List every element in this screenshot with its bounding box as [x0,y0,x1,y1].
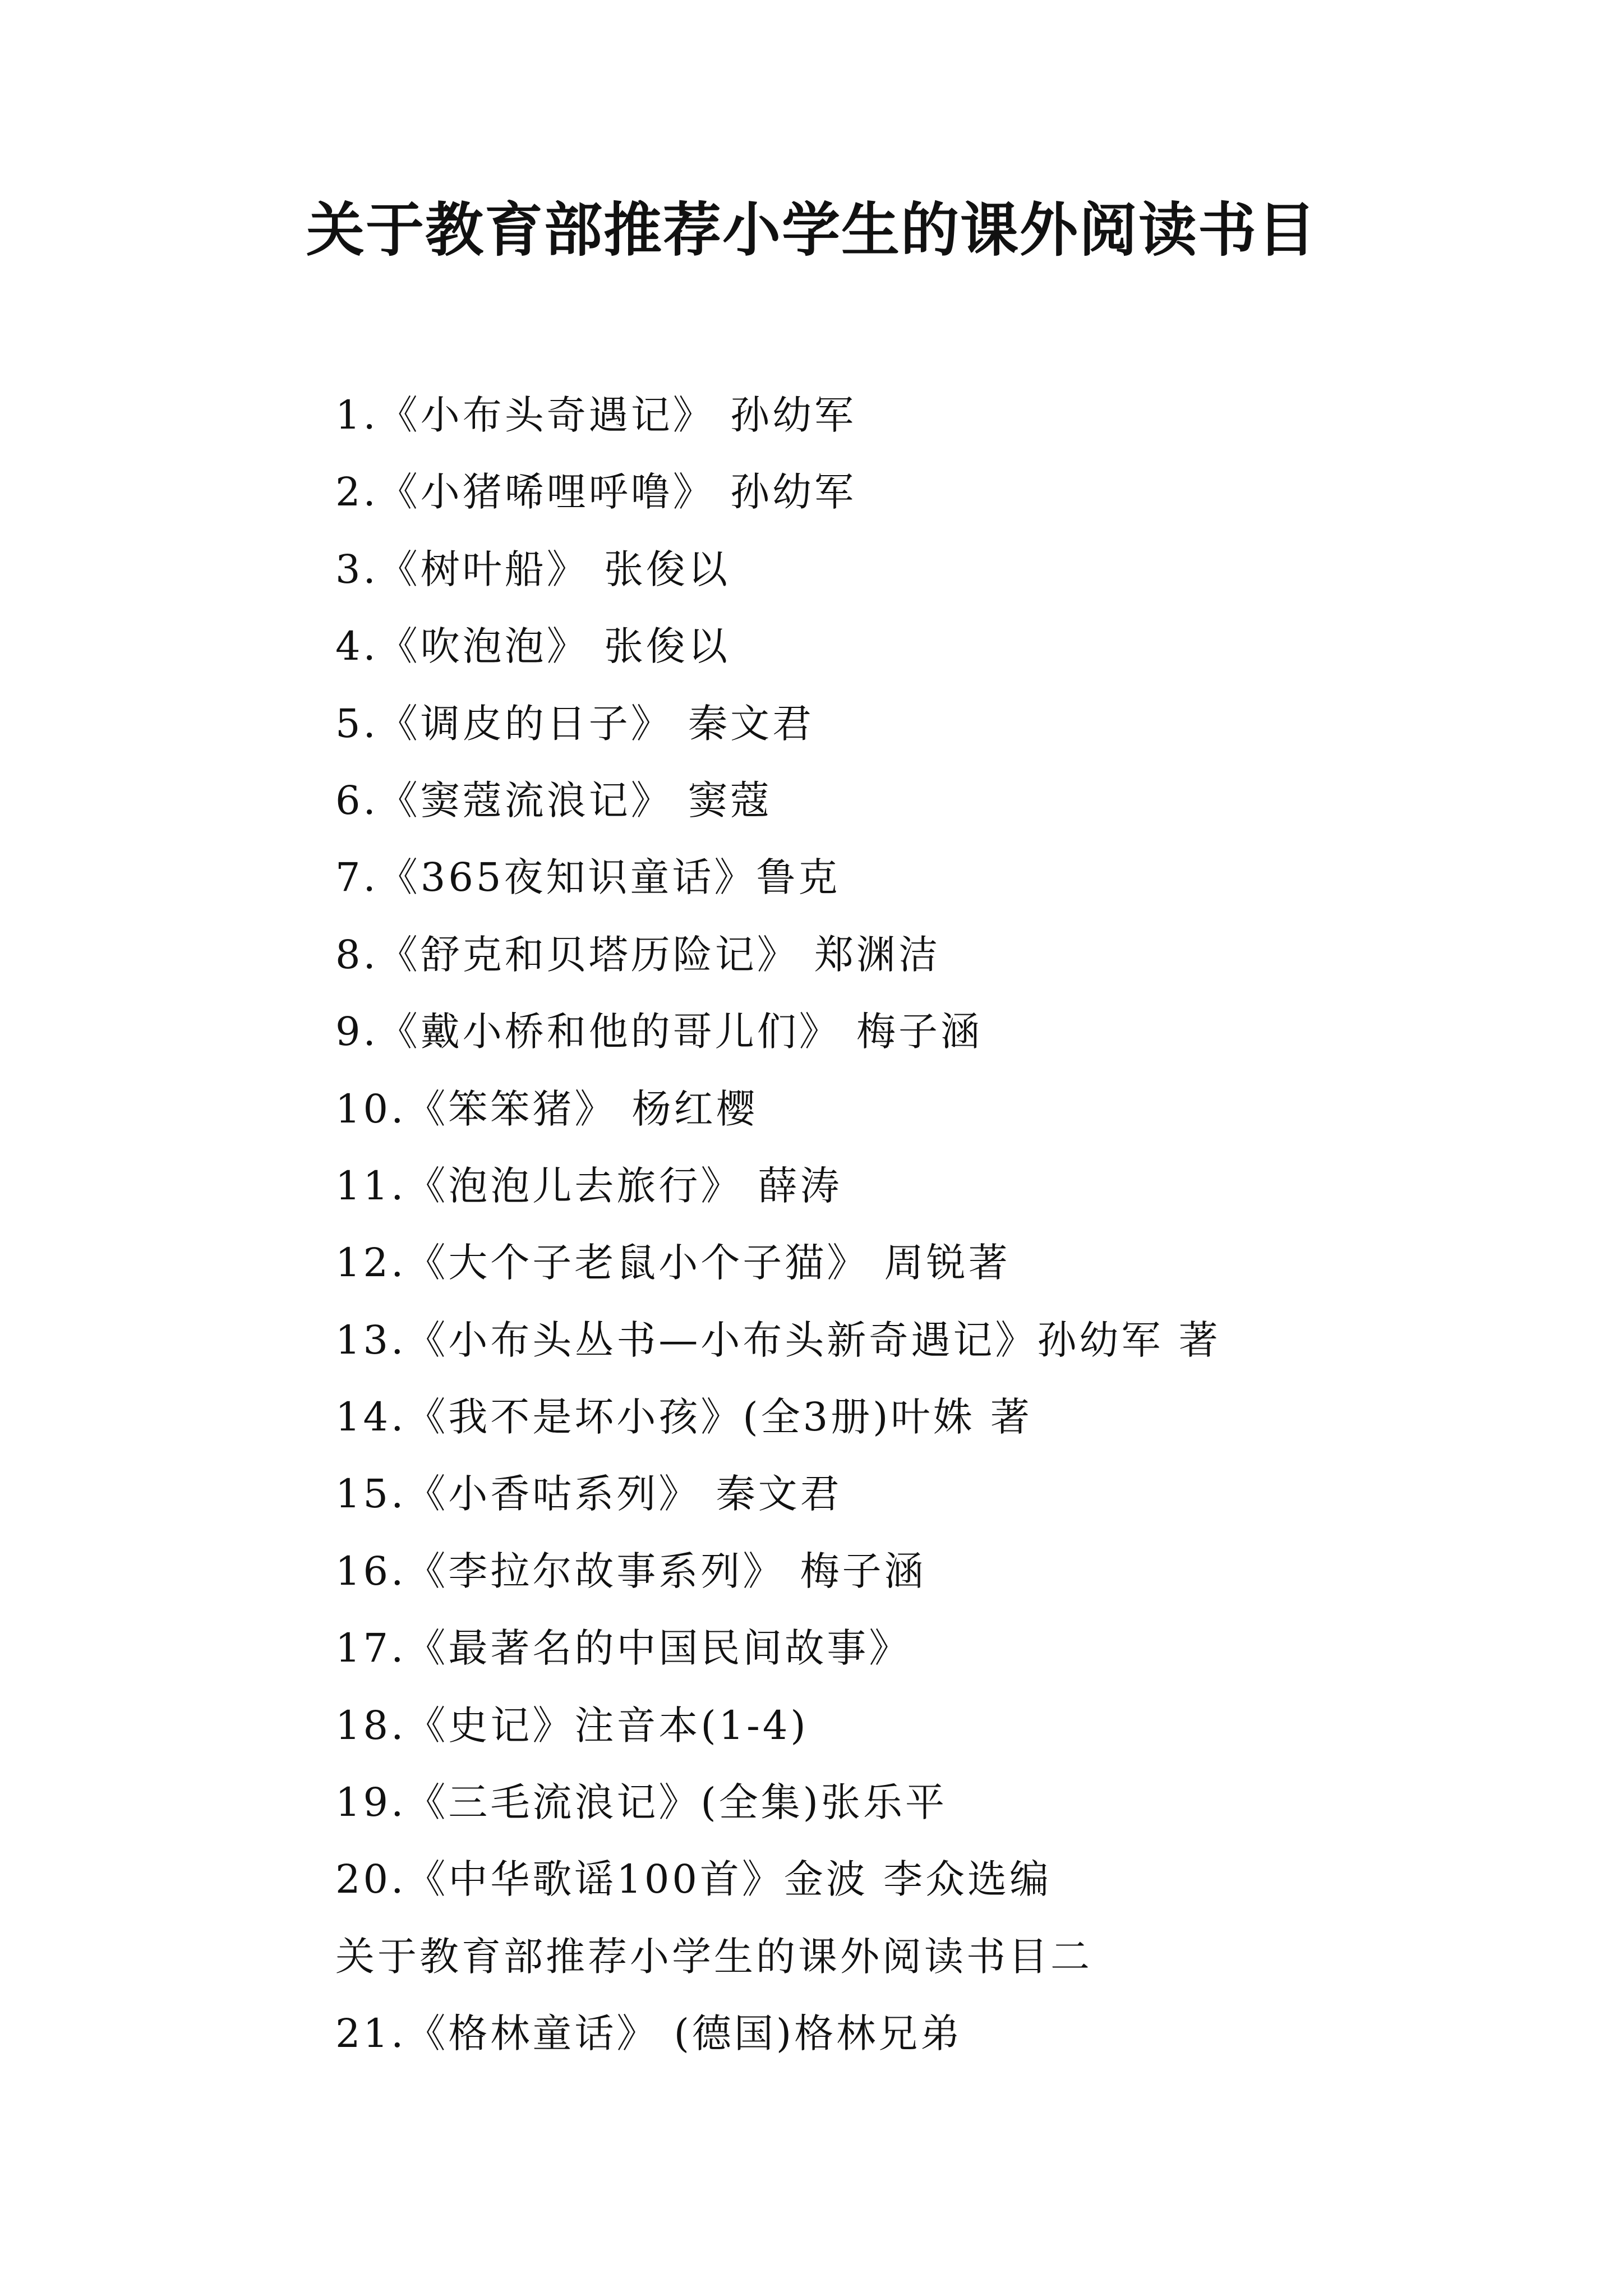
list-item: 11.《泡泡儿去旅行》 薛涛 [335,1162,842,1209]
list-item: 10.《笨笨猪》 杨红樱 [335,1085,758,1132]
list-item: 18.《史记》注音本(1-4) [335,1702,809,1749]
list-item: 20.《中华歌谣100首》金波 李众选编 [335,1856,1052,1903]
list-item: 1.《小布头奇遇记》 孙幼军 [335,392,857,438]
list-item: 2.《小猪唏哩呼噜》 孙幼军 [335,469,857,516]
list-item: 3.《树叶船》 张俊以 [335,546,731,592]
list-item: 19.《三毛流浪记》(全集)张乐平 [335,1779,947,1826]
list-item: 5.《调皮的日子》 秦文君 [335,700,815,747]
list-item: 16.《李拉尔故事系列》 梅子涵 [335,1548,926,1594]
list-item: 6.《窦蔻流浪记》 窦蔻 [335,777,773,823]
list-item: 7.《365夜知识童话》鲁克 [335,854,841,901]
page-title: 关于教育部推荐小学生的课外阅读书目 [306,195,1317,264]
list-item: 21.《格林童话》 (德国)格林兄弟 [335,2010,963,2057]
section-heading: 关于教育部推荐小学生的课外阅读书目二 [335,1933,1092,1980]
list-item: 17.《最著名的中国民间故事》 [335,1625,911,1672]
list-item: 14.《我不是坏小孩》(全3册)叶姝 著 [335,1394,1032,1441]
list-item: 13.《小布头丛书—小布头新奇遇记》孙幼军 著 [335,1317,1221,1363]
book-list [335,377,1221,2073]
list-item: 15.《小香咕系列》 秦文君 [335,1471,842,1517]
list-item: 9.《戴小桥和他的哥儿们》 梅子涵 [335,1009,983,1055]
list-item: 12.《大个子老鼠小个子猫》 周锐著 [335,1240,1011,1286]
list-item: 4.《吹泡泡》 张俊以 [335,623,731,670]
list-item: 8.《舒克和贝塔历险记》 郑渊洁 [335,931,941,978]
